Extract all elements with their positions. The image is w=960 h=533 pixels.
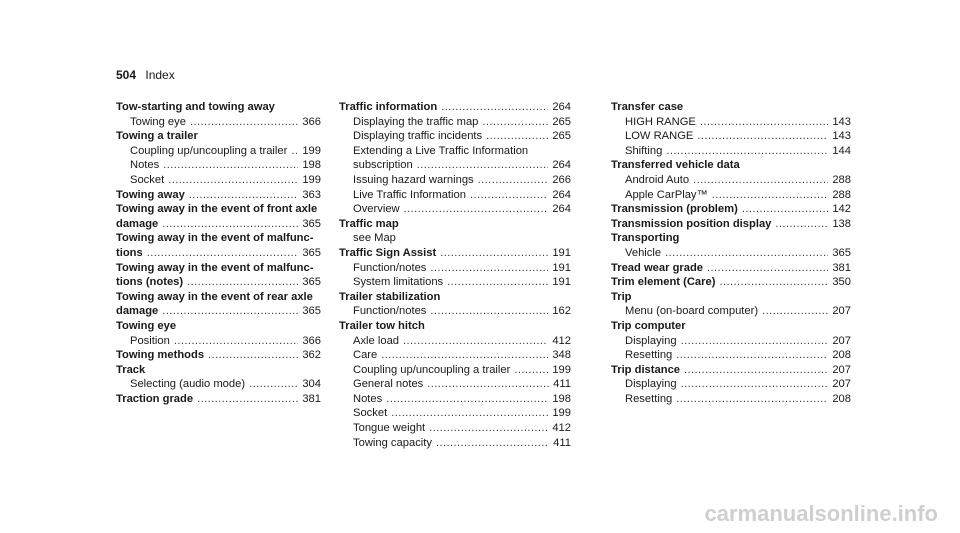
index-entry [339, 334, 571, 349]
index-entry-label: Transmission (problem) [611, 203, 738, 216]
index-entry-label: Tread wear grade [611, 261, 704, 274]
dot-leader [427, 377, 549, 392]
page-reference: 264 [552, 159, 571, 172]
index-entry-label: Socket [130, 173, 165, 186]
index-entry-label: Transferred vehicle data [611, 159, 740, 172]
dot-leader [775, 217, 828, 232]
dot-leader [208, 348, 298, 363]
dot-leader [162, 217, 298, 232]
index-entry [116, 158, 321, 173]
dot-leader [681, 377, 829, 392]
dot-leader [681, 334, 829, 349]
index-entry-label: Towing away in the event of malfunc- [116, 261, 314, 274]
index-entry-label: damage [116, 217, 159, 230]
index-entry [339, 158, 571, 173]
dot-leader [391, 406, 548, 421]
dot-leader [693, 173, 828, 188]
index-entry-label: Function/notes [353, 261, 427, 274]
index-entry [116, 304, 321, 319]
index-entry-label: Trip computer [611, 319, 686, 332]
page-reference: 381 [302, 392, 321, 405]
dot-leader [697, 129, 828, 144]
page-reference: 365 [832, 246, 851, 259]
dot-leader [514, 363, 548, 378]
dot-leader [762, 304, 828, 319]
index-entry [611, 115, 851, 130]
dot-leader [381, 348, 548, 363]
index-entry-label: Overview [353, 203, 400, 216]
index-entry-label: Towing away in the event of front axle [116, 203, 318, 216]
index-entry-label: Care [353, 349, 378, 362]
dot-leader [707, 261, 828, 276]
index-entry [339, 421, 571, 436]
dot-leader [404, 202, 549, 217]
dot-leader [742, 202, 829, 217]
index-entry-label: Notes [130, 159, 160, 172]
index-column-1 [116, 100, 321, 406]
index-entry-label: Coupling up/uncoupling a trailer [130, 144, 288, 157]
page-reference: 288 [832, 188, 851, 201]
dot-leader [436, 436, 549, 451]
dot-leader [162, 304, 298, 319]
index-entry-label: Apple CarPlay™ [625, 188, 708, 201]
page-reference: 199 [552, 407, 571, 420]
index-entry [339, 246, 571, 261]
index-entry-label: Trailer tow hitch [339, 319, 425, 332]
page-reference: 304 [302, 378, 321, 391]
index-entry-label: Selecting (audio mode) [130, 378, 246, 391]
page-reference: 412 [552, 422, 571, 435]
dot-leader [486, 129, 548, 144]
index-entry [611, 392, 851, 407]
index-entry [339, 290, 571, 305]
index-entry [116, 217, 321, 232]
index-entry [611, 377, 851, 392]
index-entry [339, 363, 571, 378]
dot-leader [147, 246, 299, 261]
page-reference: 366 [302, 115, 321, 128]
index-entry-label: Axle load [353, 334, 400, 347]
index-entry [611, 100, 851, 115]
page-reference: 363 [302, 188, 321, 201]
index-entry-label: Towing eye [130, 115, 186, 128]
page-number: 504 [116, 68, 137, 82]
index-entry [339, 406, 571, 421]
index-entry-label: Traction grade [116, 392, 194, 405]
index-entry [611, 334, 851, 349]
index-entry-label: Displaying traffic incidents [353, 130, 483, 143]
page-reference: 365 [302, 305, 321, 318]
index-entry [116, 392, 321, 407]
page-header [116, 68, 175, 82]
index-entry-label: Towing away in the event of rear axle [116, 290, 313, 303]
index-entry-label: LOW RANGE [625, 130, 694, 143]
dot-leader [430, 261, 548, 276]
index-entry [611, 363, 851, 378]
index-entry [611, 188, 851, 203]
dot-leader [174, 334, 299, 349]
page-title: Index [145, 68, 175, 82]
index-entry [116, 173, 321, 188]
dot-leader [386, 392, 548, 407]
index-entry [339, 188, 571, 203]
index-entry-label: Trip distance [611, 363, 681, 376]
dot-leader [482, 115, 548, 130]
dot-leader [190, 115, 298, 130]
index-entry [339, 129, 571, 144]
index-entry-label: Socket [353, 407, 388, 420]
index-entry-label: Traffic Sign Assist [339, 246, 437, 259]
index-entry [339, 436, 571, 451]
page-reference: 366 [302, 334, 321, 347]
index-entry [339, 392, 571, 407]
dot-leader [163, 158, 298, 173]
page-reference: 162 [552, 305, 571, 318]
dot-leader [478, 173, 549, 188]
page-reference: 191 [552, 246, 571, 259]
index-entry [339, 261, 571, 276]
page-reference: 142 [832, 203, 851, 216]
index-entry-label: Issuing hazard warnings [353, 173, 474, 186]
page-reference: 207 [832, 378, 851, 391]
index-entry-label: HIGH RANGE [625, 115, 696, 128]
page-reference: 199 [302, 144, 321, 157]
index-entry [339, 377, 571, 392]
dot-leader [429, 421, 548, 436]
page-reference: 144 [832, 144, 851, 157]
index-entry [116, 377, 321, 392]
index-entry-label: Resetting [625, 392, 673, 405]
dot-leader [441, 100, 548, 115]
index-entry [116, 202, 321, 217]
page-reference: 207 [832, 305, 851, 318]
index-entry-label: damage [116, 305, 159, 318]
page-reference: 264 [552, 188, 571, 201]
index-entry-label: Transmission position display [611, 217, 772, 230]
index-entry [116, 261, 321, 276]
dot-leader [403, 334, 548, 349]
index-entry [339, 319, 571, 334]
index-entry [116, 100, 321, 115]
dot-leader [168, 173, 298, 188]
dot-leader [249, 377, 298, 392]
index-entry [339, 202, 571, 217]
page-reference: 143 [832, 115, 851, 128]
page-reference: 264 [552, 203, 571, 216]
dot-leader [430, 304, 548, 319]
dot-leader [470, 188, 548, 203]
index-entry [116, 246, 321, 261]
page-reference: 265 [552, 115, 571, 128]
dot-leader [684, 363, 828, 378]
dot-leader [712, 188, 829, 203]
index-entry [339, 100, 571, 115]
dot-leader [719, 275, 828, 290]
page-reference: 411 [553, 378, 571, 391]
index-entry [339, 173, 571, 188]
index-entry [611, 231, 851, 246]
index-entry-label: Android Auto [625, 173, 690, 186]
index-entry [116, 348, 321, 363]
page-reference: 207 [832, 334, 851, 347]
page-reference: 411 [553, 436, 571, 449]
index-entry [116, 231, 321, 246]
index-entry-label: Live Traffic Information [353, 188, 466, 201]
index-entry [116, 319, 321, 334]
index-entry-label: Traffic information [339, 101, 438, 113]
index-entry [339, 231, 571, 246]
page-reference: 350 [832, 276, 851, 289]
page-reference: 365 [302, 276, 321, 289]
index-column-2 [339, 100, 571, 450]
index-entry [116, 129, 321, 144]
page-reference: 412 [552, 334, 571, 347]
index-entry [611, 144, 851, 159]
page-reference: 365 [302, 246, 321, 259]
page-reference: 264 [552, 101, 571, 113]
page-reference: 191 [552, 261, 571, 274]
dot-leader [676, 392, 828, 407]
index-entry-label: Position [130, 334, 170, 347]
page-reference: 143 [832, 130, 851, 143]
index-entry-label: Extending a Live Traffic Information [353, 144, 529, 157]
dot-leader [197, 392, 298, 407]
index-entry-label: Towing away in the event of malfunc- [116, 232, 314, 245]
page-reference: 265 [552, 130, 571, 143]
index-entry-label: Towing a trailer [116, 130, 198, 143]
index-entry-label: Transporting [611, 232, 680, 245]
dot-leader [665, 246, 828, 261]
index-entry [339, 115, 571, 130]
index-entry [116, 334, 321, 349]
page-reference: 362 [302, 349, 321, 362]
dot-leader [189, 188, 299, 203]
index-entry-label: Traffic map [339, 217, 399, 230]
page-reference: 198 [302, 159, 321, 172]
page-reference: 348 [552, 349, 571, 362]
index-entry-label: tions [116, 246, 143, 259]
index-entry [611, 129, 851, 144]
index-entry [611, 348, 851, 363]
index-entry-label: Towing methods [116, 349, 205, 362]
index-entry [611, 202, 851, 217]
index-entry [116, 290, 321, 305]
index-entry [611, 173, 851, 188]
index-entry-label: Track [116, 363, 146, 376]
dot-leader [417, 158, 549, 173]
index-entry [339, 275, 571, 290]
dot-leader [447, 275, 548, 290]
index-entry [339, 304, 571, 319]
dot-leader [676, 348, 828, 363]
index-entry-label: Displaying the traffic map [353, 115, 479, 128]
index-entry [611, 290, 851, 305]
dot-leader [700, 115, 828, 130]
index-entry [611, 246, 851, 261]
index-entry [116, 115, 321, 130]
index-entry-label: Tongue weight [353, 422, 426, 435]
index-entry-label: Trailer stabilization [339, 290, 441, 303]
index-entry-label: see Map [353, 232, 396, 245]
index-entry [611, 319, 851, 334]
page-reference: 208 [832, 392, 851, 405]
index-entry [339, 144, 571, 159]
index-entry-label: tions (notes) [116, 276, 184, 289]
index-entry-label: System limitations [353, 276, 444, 289]
page-reference: 191 [552, 276, 571, 289]
index-entry-label: Function/notes [353, 305, 427, 318]
index-entry-label: General notes [353, 378, 424, 391]
dot-leader [666, 144, 828, 159]
index-entry [611, 275, 851, 290]
page-reference: 198 [552, 392, 571, 405]
index-entry-label: subscription [353, 159, 413, 172]
index-entry-label: Shifting [625, 144, 663, 157]
index-column-3 [611, 100, 851, 406]
index-entry [611, 304, 851, 319]
index-entry-label: Trip [611, 290, 632, 303]
index-entry-label: Displaying [625, 334, 677, 347]
page-reference: 288 [832, 173, 851, 186]
page-reference: 199 [552, 363, 571, 376]
index-entry [116, 188, 321, 203]
index-entry [116, 144, 321, 159]
page-reference: 138 [832, 217, 851, 230]
page-reference: 365 [302, 217, 321, 230]
index-entry-label: Displaying [625, 378, 677, 391]
page-reference: 207 [832, 363, 851, 376]
dot-leader [440, 246, 548, 261]
index-entry-label: Towing away [116, 188, 185, 201]
dot-leader [291, 144, 298, 159]
index-entry-label: Transfer case [611, 101, 684, 113]
index-entry-label: Tow-starting and towing away [116, 101, 275, 113]
index-entry-label: Notes [353, 392, 383, 405]
page-reference: 199 [302, 173, 321, 186]
index-entry-label: Towing capacity [353, 436, 432, 449]
index-entry [611, 158, 851, 173]
index-entry-label: Trim element (Care) [611, 276, 716, 289]
index-entry [339, 217, 571, 232]
index-entry [611, 217, 851, 232]
page-reference: 208 [832, 349, 851, 362]
index-entry-label: Menu (on-board computer) [625, 305, 759, 318]
index-entry [611, 261, 851, 276]
page-reference: 266 [552, 173, 571, 186]
page-reference: 381 [832, 261, 851, 274]
watermark: carmanualsonline.info [704, 501, 938, 526]
index-entry-label: Vehicle [625, 246, 662, 259]
index-entry-label: Resetting [625, 349, 673, 362]
index-entry [116, 363, 321, 378]
index-entry [116, 275, 321, 290]
index-entry [339, 348, 571, 363]
dot-leader [187, 275, 298, 290]
index-entry-label: Coupling up/uncoupling a trailer [353, 363, 511, 376]
index-entry-label: Towing eye [116, 319, 177, 332]
